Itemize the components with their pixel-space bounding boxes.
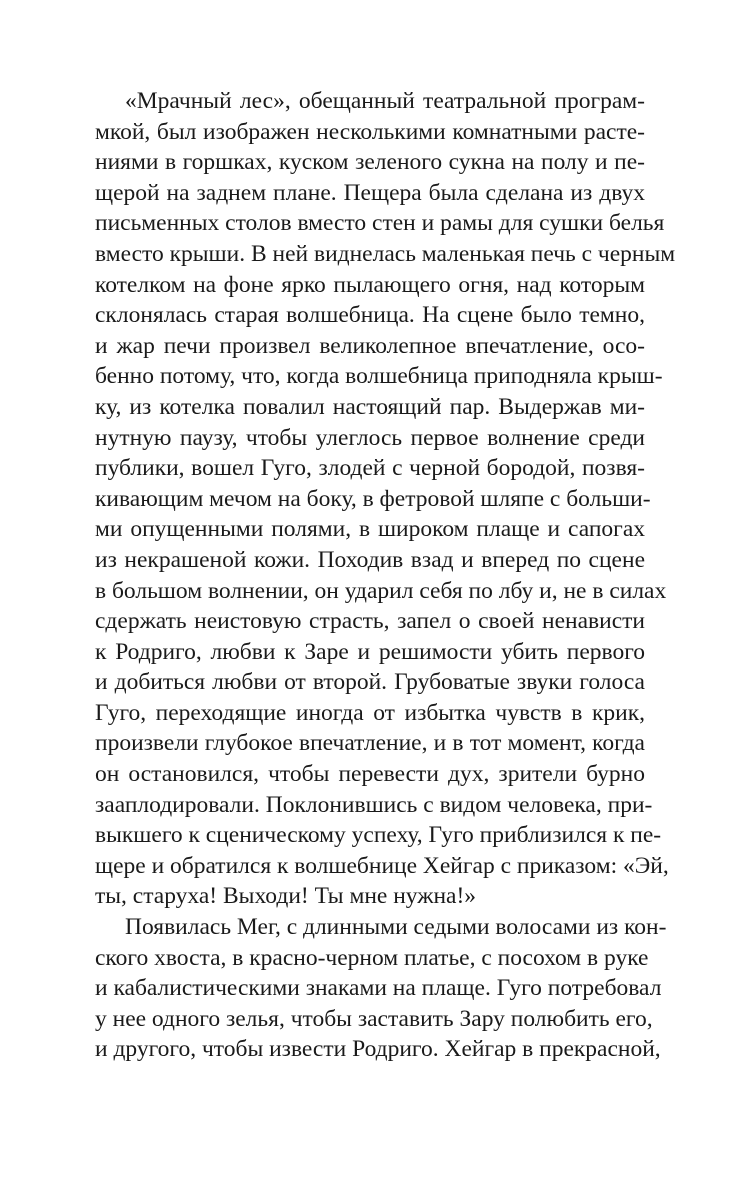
book-page — [95, 86, 676, 1065]
text-line: у нее одного зелья, чтобы заставить Зару полюбить его, — [95, 1005, 653, 1032]
text-line: нутную паузу, чтобы улеглось первое волнение среди — [95, 424, 645, 451]
text-line: щерой на заднем плане. Пещера была сделана из двух — [95, 179, 645, 206]
text-line: вместо крыши. В ней виднелась маленькая печь с черным — [95, 240, 676, 267]
text-line: щере и обратился к волшебнице Хейгар с приказом: «Эй, — [95, 852, 669, 879]
text-line: Гуго, переходящие иногда от избытка чувств в крик, — [95, 699, 645, 726]
paragraph-2 — [95, 912, 667, 1065]
text-line: кивающим мечом на боку, в фетровой шляпе с больши- — [95, 485, 651, 512]
text-line: и добиться любви от второй. Грубоватые звуки голоса — [95, 669, 645, 696]
text-line: и жар печи произвел великолепное впечатление, осо- — [95, 332, 645, 359]
text-line: котелком на фоне ярко пылающего огня, над которым — [95, 271, 645, 298]
text-line: ского хвоста, в красно-черном платье, с посохом в руке — [95, 944, 649, 971]
text-line: «Мрачный лес», обещанный театральной програм- — [125, 88, 645, 114]
text-line: из некрашеной кожи. Походив взад и вперед по сцене — [95, 546, 645, 573]
text-line: и другого, чтобы извести Родриго. Хейгар в прекрасной, — [95, 1036, 661, 1063]
text-line: зааплодировали. Поклонившись с видом человека, при- — [95, 791, 653, 818]
text-line: в большом волнении, он ударил себя по лбу и, не в силах — [95, 577, 667, 604]
text-line: Появилась Мег, с длинными седыми волосами из кон- — [125, 914, 667, 941]
text-line: к Родриго, любви к Заре и решимости убить первого — [95, 638, 645, 665]
text-line: бенно потому, что, когда волшебница приподняла крыш- — [95, 363, 663, 390]
text-line: произвели глубокое впечатление, и в тот момент, когда — [95, 730, 645, 757]
text-line: выкшего к сценическому успеху, Гуго приблизился к пе- — [95, 822, 662, 849]
text-line: и кабалистическими знаками на плаще. Гуго потребовал — [95, 975, 662, 1002]
paragraph-1 — [95, 86, 676, 912]
text-line: мкой, был изображен несколькими комнатными расте- — [95, 118, 645, 145]
text-line: склонялась старая волшебница. На сцене было темно, — [95, 302, 645, 329]
text-line: ку, из котелка повалил настоящий пар. Выдержав ми- — [95, 393, 645, 420]
text-line: ты, старуха! Выходи! Ты мне нужна!» — [95, 883, 477, 910]
text-line: ми опущенными полями, в широком плаще и сапогах — [95, 516, 645, 543]
text-line: письменных столов вместо стен и рамы для сушки белья — [95, 210, 665, 237]
text-line: публики, вошел Гуго, злодей с черной бородой, позвя- — [95, 455, 645, 482]
text-line: он остановился, чтобы перевести дух, зрители бурно — [95, 761, 645, 788]
text-line: сдержать неистовую страсть, запел о своей ненависти — [95, 608, 645, 635]
text-line: ниями в горшках, куском зеленого сукна на полу и пе- — [95, 149, 645, 176]
